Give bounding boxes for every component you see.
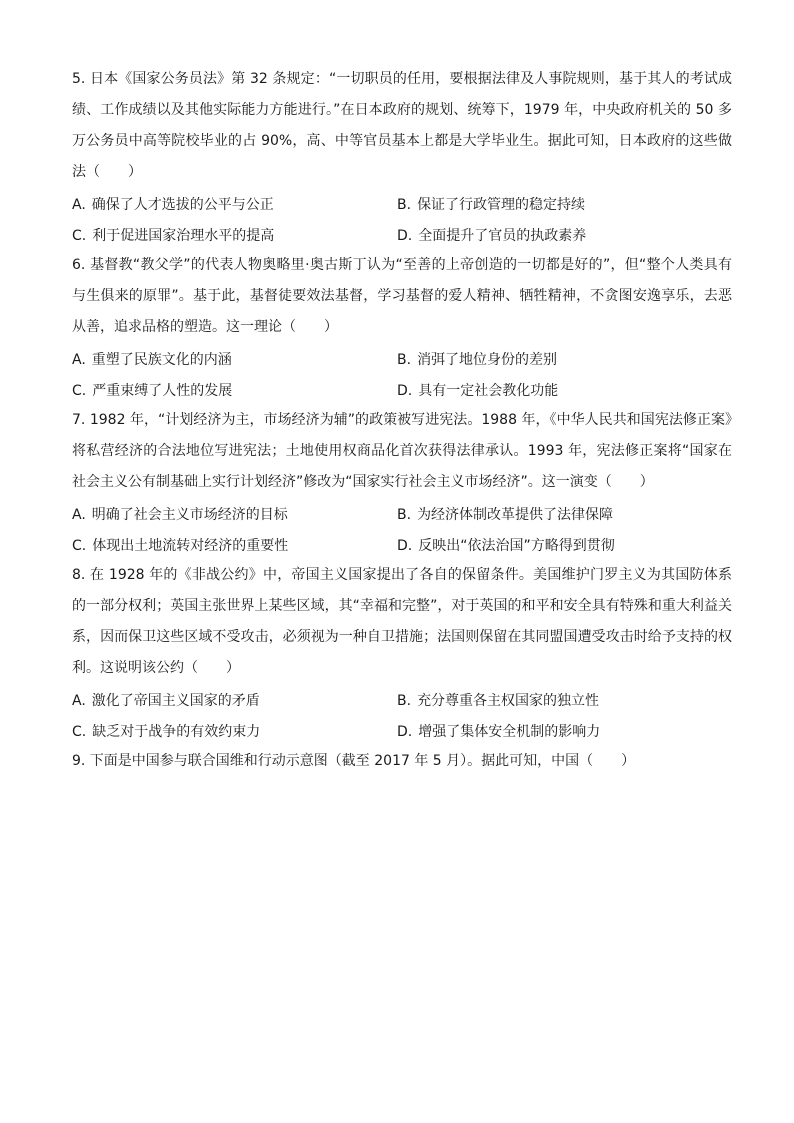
option-a[interactable] [72,690,397,710]
option-text: 重塑了民族文化的内涵 [91,351,232,368]
option-letter: A. [72,351,86,368]
option-text: 确保了人才选拔的公平与公正 [91,196,274,213]
option-c[interactable] [72,535,397,555]
option-a[interactable] [72,504,397,524]
option-letter: B. [397,692,412,709]
question-5 [72,64,732,250]
question-stem: 5. 日本《国家公务员法》第 32 条规定：“一切职员的任用，要根据法律及人事院规则，基于其人的考试成绩、工作成绩以及其他实际能力方能进行。”在日本政府的规划、统筹下，1979 年，中央政府机关的 50 多万公务员中高等院校毕业的占 90%，高、中等官员基本上都是大学毕业生。据此可知，日本政府的这些做法（ ） [72,71,732,180]
question-stem: 6. 基督教“教父学”的代表人物奥略里·奥古斯丁认为“至善的上帝创造的一切都是好的”，但“整个人类具有与生俱来的原罪”。基于此，基督徒要效法基督，学习基督的爱人精神、牺牲精神，不贪图安逸享乐，去恶从善，追求品格的塑造。这一理论（ ） [72,257,732,335]
option-letter: A. [72,196,86,213]
option-text: 反映出“依法治国”方略得到贯彻 [418,537,615,554]
option-letter: B. [397,196,412,213]
option-letter: B. [397,506,412,523]
question-stem: 7. 1982 年，“计划经济为主，市场经济为辅”的政策被写进宪法。1988 年，《中华人民共和国宪法修正案》将私营经济的合法地位写进宪法；土地使用权商品化首次获得法律承认。1993 年，宪法修正案将“国家在社会主义公有制基础上实行计划经济”修改为“国家实行社会主义市场经济”。这一演变（ ） [72,412,732,490]
option-text: 激化了帝国主义国家的矛盾 [91,692,260,709]
option-letter: D. [397,537,413,554]
option-letter: D. [397,382,413,399]
option-letter: C. [72,537,87,554]
options-grid [72,684,732,746]
option-d[interactable] [397,380,732,400]
option-letter: C. [72,227,87,244]
question-stem: 8. 在 1928 年的《非战公约》中，帝国主义国家提出了各自的保留条件。美国维护门罗主义为其国防体系的一部分权利；英国主张世界上某些区域，其“幸福和完整”，对于英国的和平和安全具有特殊和重大利益关系，因而保卫这些区域不受攻击，必须视为一种自卫措施；法国则保留在其同盟国遭受攻击时给予支持的权利。这说明该公约（ ） [72,567,732,676]
option-letter: D. [397,723,413,740]
option-text: 全面提升了官员的执政素养 [418,227,587,244]
question-8 [72,560,732,746]
option-letter: A. [72,692,86,709]
option-letter: A. [72,506,86,523]
option-text: 严重束缚了人性的发展 [92,382,233,399]
options-grid [72,343,732,405]
option-text: 明确了社会主义市场经济的目标 [91,506,288,523]
option-text: 充分尊重各主权国家的独立性 [417,692,600,709]
option-text: 缺乏对于战争的有效约束力 [92,723,261,740]
option-letter: C. [72,382,87,399]
options-grid [72,188,732,250]
option-b[interactable] [397,349,732,369]
exam-page [72,64,732,777]
option-b[interactable] [397,504,732,524]
option-text: 消弭了地位身份的差别 [417,351,558,368]
option-letter: C. [72,723,87,740]
option-d[interactable] [397,225,732,245]
option-text: 增强了集体安全机制的影响力 [418,723,601,740]
option-b[interactable] [397,690,732,710]
options-grid [72,498,732,560]
question-6 [72,250,732,405]
question-9 [72,746,732,777]
option-text: 保证了行政管理的稳定持续 [417,196,586,213]
option-letter: D. [397,227,413,244]
option-a[interactable] [72,194,397,214]
option-text: 体现出土地流转对经济的重要性 [92,537,289,554]
option-text: 具有一定社会教化功能 [418,382,559,399]
question-stem: 9. 下面是中国参与联合国维和行动示意图（截至 2017 年 5 月）。据此可知，中国（ ） [72,753,636,769]
option-c[interactable] [72,721,397,741]
option-c[interactable] [72,225,397,245]
option-b[interactable] [397,194,732,214]
option-text: 为经济体制改革提供了法律保障 [417,506,614,523]
option-d[interactable] [397,721,732,741]
question-7 [72,405,732,560]
option-c[interactable] [72,380,397,400]
option-letter: B. [397,351,412,368]
option-d[interactable] [397,535,732,555]
option-text: 利于促进国家治理水平的提高 [92,227,275,244]
option-a[interactable] [72,349,397,369]
